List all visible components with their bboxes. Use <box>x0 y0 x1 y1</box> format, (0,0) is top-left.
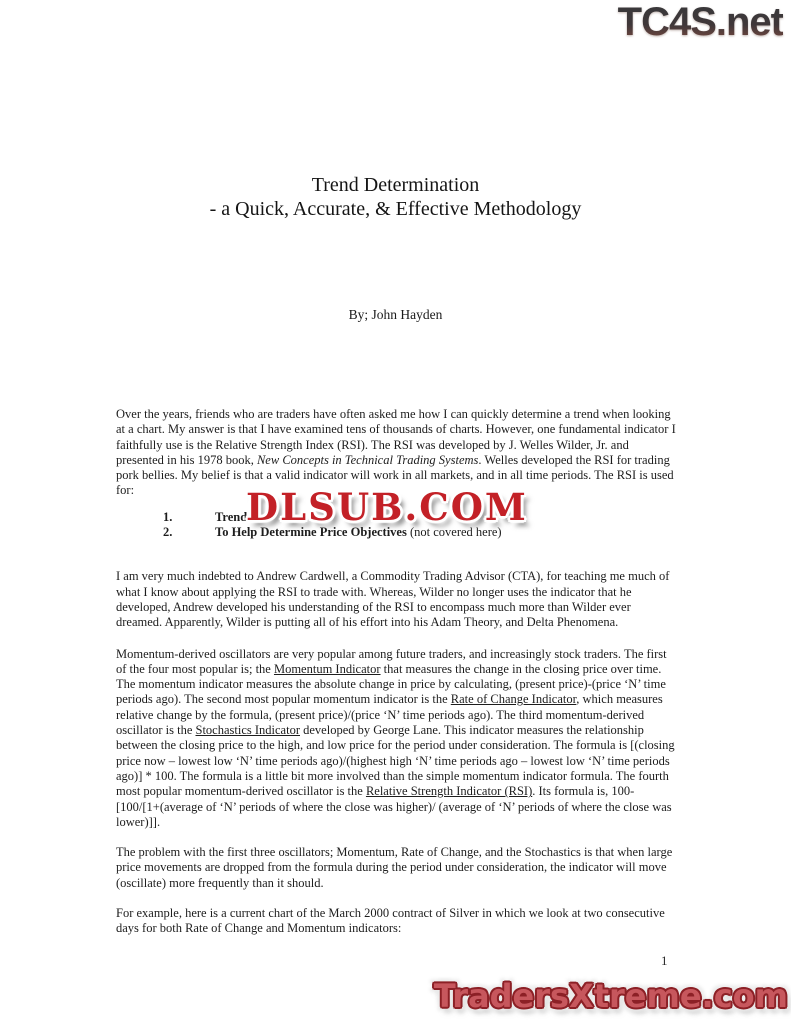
text-segment: Momentum-derived oscillators are very popular among future traders, and increasingly stock traders. The first of the four most popular is; the <box>116 646 667 676</box>
text-segment: Over the years, friends who are traders have often asked me how I can quickly determine a trend when looking at a chart. My answer is that I have examined tens of thousands of charts. However, one fundamental indicator I faithfully use is the Relative Strength Index (RSI). The RSI was developed by J. Welles Wilder, Jr. and presented in his 1978 book, <box>116 407 676 467</box>
text-segment-underline: Relative Strength Indicator (RSI) <box>365 784 533 799</box>
list-item-number: 1. <box>163 509 173 524</box>
list-item-rest-text: (not covered here) <box>406 525 502 540</box>
title-block <box>0 174 791 221</box>
tradersxtreme-logo: TradersXtreme.com <box>433 977 788 1015</box>
tc4s-logo: TC4S.net <box>617 0 783 44</box>
page-subtitle: - a Quick, Accurate, & Effective Methodology <box>209 197 582 220</box>
text-segment: . Welles developed the RSI for trading pork bellies. My belief is that a valid indicator will work in all markets, and in all time periods. The RSI is used for: <box>116 452 674 498</box>
paragraph-example: For example, here is a current chart of the March 2000 contract of Silver in which we look at two consecutive days for both Rate of Change and Momentum indicators: <box>116 906 665 936</box>
text-segment-underline: Rate of Change Indicator <box>450 692 577 707</box>
paragraph-problem: The problem with the first three oscillators; Momentum, Rate of Change, and the Stochastics is that when large price movements are dropped from the formula during the period under consideration, the indicator will move (oscillate) more frequently than it should. <box>116 845 673 890</box>
byline: By; John Hayden <box>348 307 443 322</box>
list-item-bold-text: To Help Determine Price Objectives <box>215 525 407 540</box>
paragraph-oscillators <box>116 647 678 831</box>
list-item-number: 2. <box>163 525 173 540</box>
text-segment: that measures the change in the closing price over time. The momentum indicator measures the absolute change in price by calculating, (present price)-(price ‘N’ time periods ago). The second most popular momentum indicator is the <box>116 661 666 707</box>
paragraph-cardwell: I am very much indebted to Andrew Cardwell, a Commodity Trading Advisor (CTA), for teaching me much of what I know about applying the RSI to trade with. Whereas, Wilder no longer uses the indicator that he developed, Andrew developed his understanding of the RSI to encompass much more than Wilder ever dreamed. Apparently, Wilder is putting all of his effort into his Adam Theory, and Delta Phenomena. <box>116 569 670 630</box>
text-segment-underline: Momentum Indicator <box>273 661 381 676</box>
text-segment: developed by George Lane. This indicator measures the relationship between the closing price to the high, and low price for the period under consideration. The formula is [(closing price now – lowest low ‘N’ time periods ago)/(highest high ‘N’ time periods ago – lowest low ‘N’ time periods ago)] * 100. The formula is a little bit more involved than the simple momentum indicator formula. The fourth most popular momentum-derived oscillator is the <box>116 723 675 799</box>
text-segment-italic: New Concepts in Technical Trading Systems <box>256 452 479 467</box>
text-segment: , which measures relative change by the formula, (present price)/(price ‘N’ time periods ago). The third momentum-derived oscillator is the <box>116 692 663 738</box>
page-title: Trend Determination <box>311 174 480 196</box>
page-number: 1 <box>661 953 668 968</box>
text-segment: . Its formula is, 100-[100/[1+(average of ‘N’ periods of where the close was higher)/ (average of ‘N’ periods of where the close was lower)]]. <box>116 784 672 829</box>
text-segment-underline: Stochastics Indicator <box>195 723 300 738</box>
list-item-bold-text: Trend A <box>215 509 259 524</box>
dlsub-watermark: DLSUB.COM <box>246 485 528 529</box>
